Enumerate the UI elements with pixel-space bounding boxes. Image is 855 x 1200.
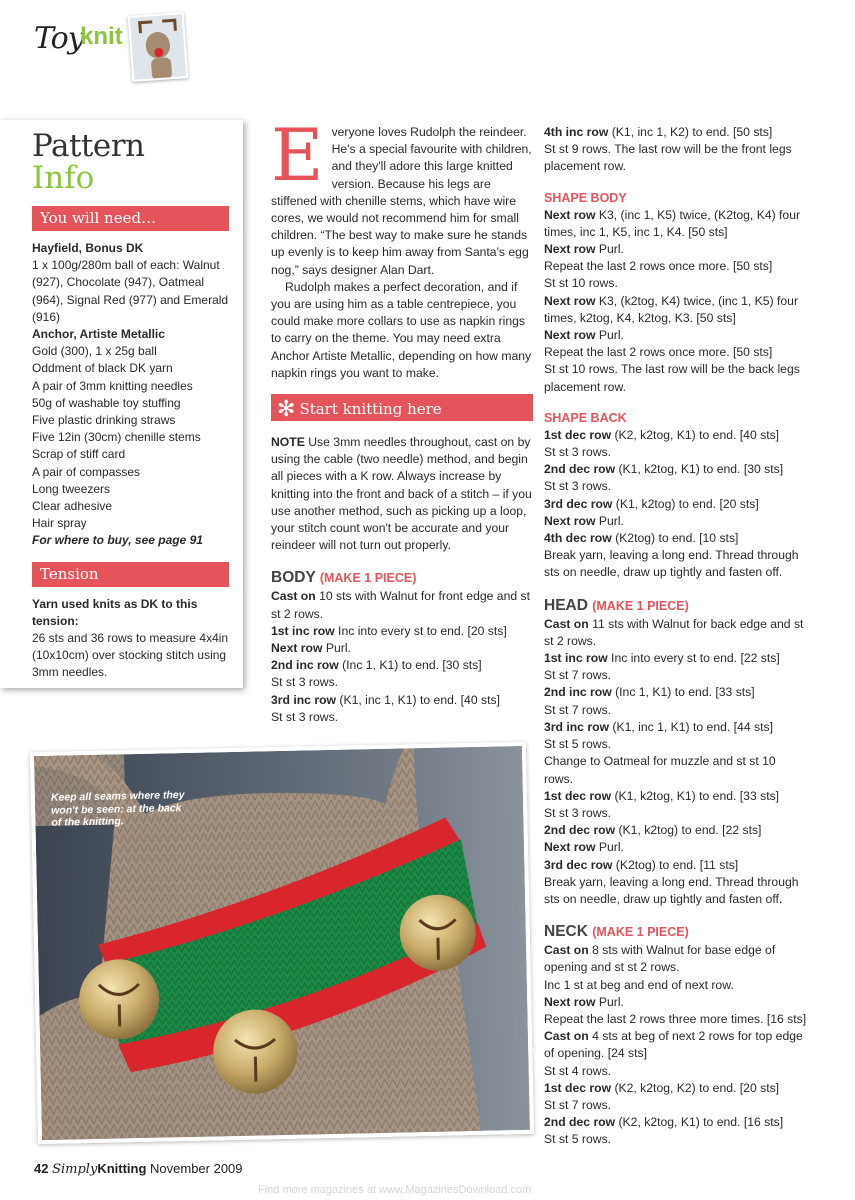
intro-paragraph-2: Rudolph makes a perfect decoration, and if you are using him as a table centrepiece, you could make more collars to use as napkin rings to carry on the theme. You may need extra Anchor Artiste Metallic, depending on how many napkin rings you want to make. bbox=[271, 279, 532, 380]
row-text: (K1, k2tog) to end. [22 sts] bbox=[615, 823, 762, 838]
instruction-row bbox=[544, 327, 808, 344]
materials-item: Clear adhesive bbox=[32, 499, 113, 514]
neck-subtitle: (MAKE 1 PIECE) bbox=[592, 925, 689, 940]
pattern-title: Pattern bbox=[32, 128, 145, 164]
row-label: Next row bbox=[544, 994, 596, 1009]
instruction-row bbox=[544, 1114, 808, 1131]
head-instructions bbox=[544, 616, 808, 908]
instruction-row bbox=[544, 461, 808, 478]
start-knitting-label: Start knitting here bbox=[299, 400, 442, 419]
shape-body-heading: SHAPE BODY bbox=[544, 190, 627, 205]
materials-item: Oddment of black DK yarn bbox=[32, 361, 173, 376]
flower-icon: ✻ bbox=[277, 397, 296, 423]
instruction-row bbox=[544, 942, 808, 976]
drop-cap: E bbox=[271, 113, 324, 197]
row-label: Next row bbox=[544, 513, 596, 528]
row-label: 4th inc row bbox=[544, 125, 609, 139]
instruction-row bbox=[544, 805, 808, 822]
reindeer-body bbox=[151, 57, 172, 80]
instruction-row bbox=[544, 241, 808, 258]
row-text: St st 3 rows. bbox=[271, 675, 339, 690]
tension-bold: Yarn used knits as DK to this tension: bbox=[32, 596, 198, 628]
note-text: Use 3mm needles throughout, cast on by using the cable (two needle) method, and begin all pieces with a K row. Always increase by knitting into the front and back of a stitch – if you use another method, such as picking up a loop, your stitch count won't be accurate and your reindeer will not turn out properly. bbox=[271, 435, 532, 553]
instruction-row bbox=[544, 667, 808, 684]
row-text: St st 3 rows. bbox=[544, 805, 612, 820]
materials-list bbox=[32, 360, 229, 532]
body-continued-instructions bbox=[544, 124, 808, 176]
materials-item: A pair of 3mm knitting needles bbox=[32, 378, 193, 393]
row-label: Cast on bbox=[544, 616, 589, 631]
row-text: Repeat the last 2 rows once more. [50 sts] bbox=[544, 345, 773, 360]
intro-paragraph-1: veryone loves Rudolph the reindeer. He's a special favourite with children, and they'll adore this large knitted version. Because his legs are stiffened with chenille stems, which have wire cores, we would not recommend him for small children. “The best way to make sure he stands up evenly is to keep him away from Santa's egg nog,” says designer Alan Dart. bbox=[271, 125, 532, 277]
row-text: (K2, k2tog, K1) to end. [16 sts] bbox=[615, 1115, 784, 1130]
instruction-row bbox=[544, 753, 808, 787]
row-text: (K2tog) to end. [10 sts] bbox=[611, 531, 739, 546]
instruction-row bbox=[544, 1063, 808, 1080]
yarn1-title: Hayfield, Bonus DK bbox=[32, 241, 144, 255]
instruction-row bbox=[544, 977, 808, 994]
start-knitting-bar bbox=[271, 394, 533, 421]
row-label: 2nd dec row bbox=[544, 823, 616, 838]
intro-column bbox=[271, 113, 533, 726]
head-subtitle: (MAKE 1 PIECE) bbox=[592, 598, 689, 613]
instruction-row bbox=[544, 1131, 808, 1148]
instruction-row bbox=[271, 588, 533, 622]
instruction-row bbox=[544, 857, 808, 874]
row-text: Inc into every st to end. [20 sts] bbox=[334, 623, 507, 638]
instruction-row bbox=[544, 361, 808, 395]
row-text: (K1, k2tog) to end. [20 sts] bbox=[612, 496, 759, 511]
row-text: Repeat the last 2 rows three more times. [16 sts] bbox=[544, 1011, 807, 1026]
instruction-row bbox=[271, 640, 533, 657]
reindeer-collar-photo bbox=[30, 742, 534, 1144]
yarn1-text: 1 x 100g/280m ball of each: Walnut (927), Chocolate (947), Oatmeal (964), Signal Red (977) and Emerald (916) bbox=[32, 258, 229, 324]
row-label: 4th dec row bbox=[544, 531, 612, 546]
row-text: (K1, inc 1, K1) to end. [44 sts] bbox=[609, 719, 773, 734]
instruction-row bbox=[271, 674, 533, 691]
row-label: 3rd inc row bbox=[271, 692, 337, 707]
instruction-row bbox=[544, 874, 808, 908]
row-text: 4 sts at beg of next 2 rows for top edge of opening. [24 sts] bbox=[544, 1029, 803, 1061]
instruction-row bbox=[544, 275, 808, 292]
row-label: 1st dec row bbox=[544, 427, 612, 442]
shape-body-instructions bbox=[544, 207, 808, 396]
pattern-info-sidebar bbox=[0, 120, 243, 688]
instruction-row bbox=[271, 692, 533, 709]
neck-heading bbox=[544, 922, 808, 942]
shape-back-heading: SHAPE BACK bbox=[544, 410, 627, 425]
row-label: 1st dec row bbox=[544, 1080, 612, 1095]
instruction-row bbox=[544, 994, 808, 1011]
row-label: 1st inc row bbox=[544, 651, 608, 666]
materials-item: Long tweezers bbox=[32, 481, 111, 496]
materials-item: Five 12in (30cm) chenille stems bbox=[32, 430, 201, 445]
body-heading bbox=[271, 568, 533, 588]
instruction-row bbox=[544, 444, 808, 461]
row-label: Cast on bbox=[544, 1029, 589, 1044]
row-text: St st 3 rows. bbox=[544, 445, 612, 460]
instruction-row bbox=[271, 623, 533, 640]
instruction-row bbox=[544, 1028, 808, 1062]
tension-text: 26 sts and 36 rows to measure 4x4in (10x10cm) over stocking stitch using 3mm needles. bbox=[32, 631, 229, 680]
row-text: Purl. bbox=[595, 242, 624, 257]
row-text: Purl. bbox=[322, 641, 351, 656]
row-text: 10 sts with Walnut for front edge and st st 2 rows. bbox=[271, 589, 530, 621]
instruction-row bbox=[544, 719, 808, 736]
instruction-row bbox=[544, 478, 808, 495]
instruction-row bbox=[544, 293, 808, 327]
page-number: 42 bbox=[34, 1161, 49, 1176]
header-toy-text: Toy bbox=[34, 21, 84, 56]
yarn2-title: Anchor, Artiste Metallic bbox=[32, 327, 165, 342]
row-label: Next row bbox=[544, 207, 596, 222]
row-text: Purl. bbox=[595, 513, 624, 528]
row-text: (K2, k2tog, K1) to end. [40 sts] bbox=[611, 427, 780, 442]
neck-instructions bbox=[544, 942, 808, 1148]
instruction-row bbox=[544, 684, 808, 701]
row-label: Cast on bbox=[544, 943, 589, 958]
instruction-row bbox=[271, 709, 533, 726]
row-label: Next row bbox=[544, 242, 596, 257]
header-knit-text: knit bbox=[80, 23, 123, 50]
instruction-row bbox=[544, 496, 808, 513]
note-paragraph bbox=[271, 434, 533, 554]
row-text: (K1, k2tog, K1) to end. [30 sts] bbox=[615, 462, 784, 477]
neck-title: NECK bbox=[544, 923, 588, 941]
row-text: (K1, inc 1, K2) to end. [50 sts] bbox=[608, 125, 773, 139]
row-text: Repeat the last 2 rows once more. [50 sts] bbox=[544, 259, 773, 274]
antler-left bbox=[138, 20, 153, 33]
row-text: (Inc 1, K1) to end. [33 sts] bbox=[611, 685, 755, 700]
row-text: 11 sts with Walnut for back edge and st st 2 rows. bbox=[544, 616, 804, 648]
instruction-row bbox=[544, 839, 808, 856]
row-text: St st 7 rows. bbox=[544, 668, 612, 683]
footer-knitting: Knitting bbox=[97, 1161, 147, 1176]
instruction-row bbox=[544, 513, 808, 530]
instruction-row bbox=[271, 657, 533, 674]
row-text: Change to Oatmeal for muzzle and st st 10 rows. bbox=[544, 754, 776, 786]
head-title: HEAD bbox=[544, 596, 588, 614]
row-text: (K2tog) to end. [11 sts] bbox=[612, 857, 739, 872]
instruction-row bbox=[544, 427, 808, 444]
instruction-row bbox=[544, 344, 808, 361]
magazine-section-header bbox=[34, 14, 194, 84]
page-footer bbox=[34, 1160, 243, 1178]
info-title: Info bbox=[32, 160, 95, 196]
shape-back-instructions bbox=[544, 427, 808, 582]
row-text: (K2, k2tog, K2) to end. [20 sts] bbox=[611, 1080, 780, 1095]
row-label: 2nd inc row bbox=[544, 685, 612, 700]
you-will-need-bar: You will need… bbox=[32, 206, 229, 231]
row-label: 3rd dec row bbox=[544, 857, 613, 872]
row-text: Purl. bbox=[595, 994, 624, 1009]
row-text: Inc into every st to end. [22 sts] bbox=[607, 651, 780, 666]
row-text: St st 7 rows. bbox=[544, 1097, 612, 1112]
tension-bar: Tension bbox=[32, 562, 229, 587]
instruction-row bbox=[544, 207, 808, 241]
row-text: K3, (k2tog, K4) twice, (inc 1, K5) four times, k2tog, K4, k2tog, K3. [50 sts] bbox=[544, 293, 799, 325]
row-text: St st 5 rows. bbox=[544, 1132, 612, 1147]
row-text: K3, (inc 1, K5) twice, (K2tog, K4) four times, inc 1, K5, inc 1, K4. [50 sts] bbox=[544, 207, 801, 239]
row-label: 1st inc row bbox=[271, 623, 335, 638]
materials-item: Scrap of stiff card bbox=[32, 447, 126, 462]
row-text: Purl. bbox=[595, 840, 624, 855]
where-to-buy: For where to buy, see page 91 bbox=[32, 533, 203, 548]
instructions-column bbox=[544, 124, 808, 1149]
instruction-row bbox=[544, 650, 808, 667]
row-label: 2nd dec row bbox=[544, 1115, 616, 1130]
instruction-row bbox=[544, 1080, 808, 1097]
instruction-row bbox=[544, 702, 808, 719]
row-text: St st 4 rows. bbox=[544, 1063, 612, 1078]
instruction-row bbox=[544, 530, 808, 547]
row-text: (Inc 1, K1) to end. [30 sts] bbox=[338, 658, 482, 673]
row-label: 2nd inc row bbox=[271, 658, 339, 673]
row-label: Next row bbox=[544, 293, 596, 308]
instruction-row bbox=[544, 822, 808, 839]
row-label: Cast on bbox=[271, 589, 316, 604]
instruction-row bbox=[544, 788, 808, 805]
footer-simply: Simply bbox=[52, 1162, 98, 1177]
footer-date: November 2009 bbox=[146, 1161, 243, 1176]
instruction-row bbox=[544, 616, 808, 650]
row-text: Break yarn, leaving a long end. Thread through sts on needle, draw up tightly and fasten off. bbox=[544, 874, 799, 906]
row-label: 3rd inc row bbox=[544, 719, 610, 734]
body-title: BODY bbox=[271, 569, 316, 587]
row-label: Next row bbox=[544, 840, 596, 855]
note-label: NOTE bbox=[271, 435, 305, 450]
materials-item: Five plastic drinking straws bbox=[32, 413, 176, 428]
photo-caption: Keep all seams where they won't be seen: at the back of the knitting. bbox=[50, 789, 185, 829]
row-text: St st 10 rows. The last row will be the back legs placement row. bbox=[544, 362, 800, 394]
yarn2-text: Gold (300), 1 x 25g ball bbox=[32, 344, 157, 359]
instruction-row bbox=[544, 141, 808, 175]
instruction-row bbox=[544, 124, 808, 141]
head-heading bbox=[544, 596, 808, 616]
row-text: Break yarn, leaving a long end. Thread through sts on needle, draw up tightly and fasten off. bbox=[544, 548, 799, 580]
instruction-row bbox=[544, 258, 808, 275]
materials-item: A pair of compasses bbox=[32, 464, 141, 479]
antler-right bbox=[162, 19, 177, 32]
row-text: St st 5 rows. bbox=[544, 737, 612, 752]
instruction-row bbox=[544, 1011, 808, 1028]
row-text: St st 7 rows. bbox=[544, 702, 612, 717]
row-text: St st 9 rows. The last row will be the front legs placement row. bbox=[544, 142, 792, 174]
row-text: (K1, inc 1, K1) to end. [40 sts] bbox=[336, 692, 500, 707]
reindeer-thumbnail-image bbox=[128, 12, 188, 82]
row-label: Next row bbox=[544, 328, 596, 343]
row-text: St st 3 rows. bbox=[271, 709, 339, 724]
instruction-row bbox=[544, 1097, 808, 1114]
row-text: St st 3 rows. bbox=[544, 479, 612, 494]
instruction-row bbox=[544, 736, 808, 753]
row-label: Next row bbox=[271, 641, 323, 656]
body-subtitle: (MAKE 1 PIECE) bbox=[319, 571, 417, 586]
row-label: 2nd dec row bbox=[544, 462, 616, 477]
body-instructions bbox=[271, 588, 533, 726]
materials-item: 50g of washable toy stuffing bbox=[32, 395, 181, 410]
row-text: Purl. bbox=[595, 328, 624, 343]
row-text: (K1, k2tog, K1) to end. [33 sts] bbox=[611, 788, 780, 803]
watermark-text: Find more magazines at www.MagazinesDownload.com bbox=[258, 1184, 532, 1196]
row-text: Inc 1 st at beg and end of next row. bbox=[544, 977, 734, 992]
row-label: 1st dec row bbox=[544, 788, 612, 803]
row-text: St st 10 rows. bbox=[544, 276, 618, 291]
row-label: 3rd dec row bbox=[544, 496, 613, 511]
row-text: 8 sts with Walnut for base edge of opening and st st 2 rows. bbox=[544, 943, 776, 975]
materials-item: Hair spray bbox=[32, 516, 87, 531]
instruction-row bbox=[544, 547, 808, 581]
